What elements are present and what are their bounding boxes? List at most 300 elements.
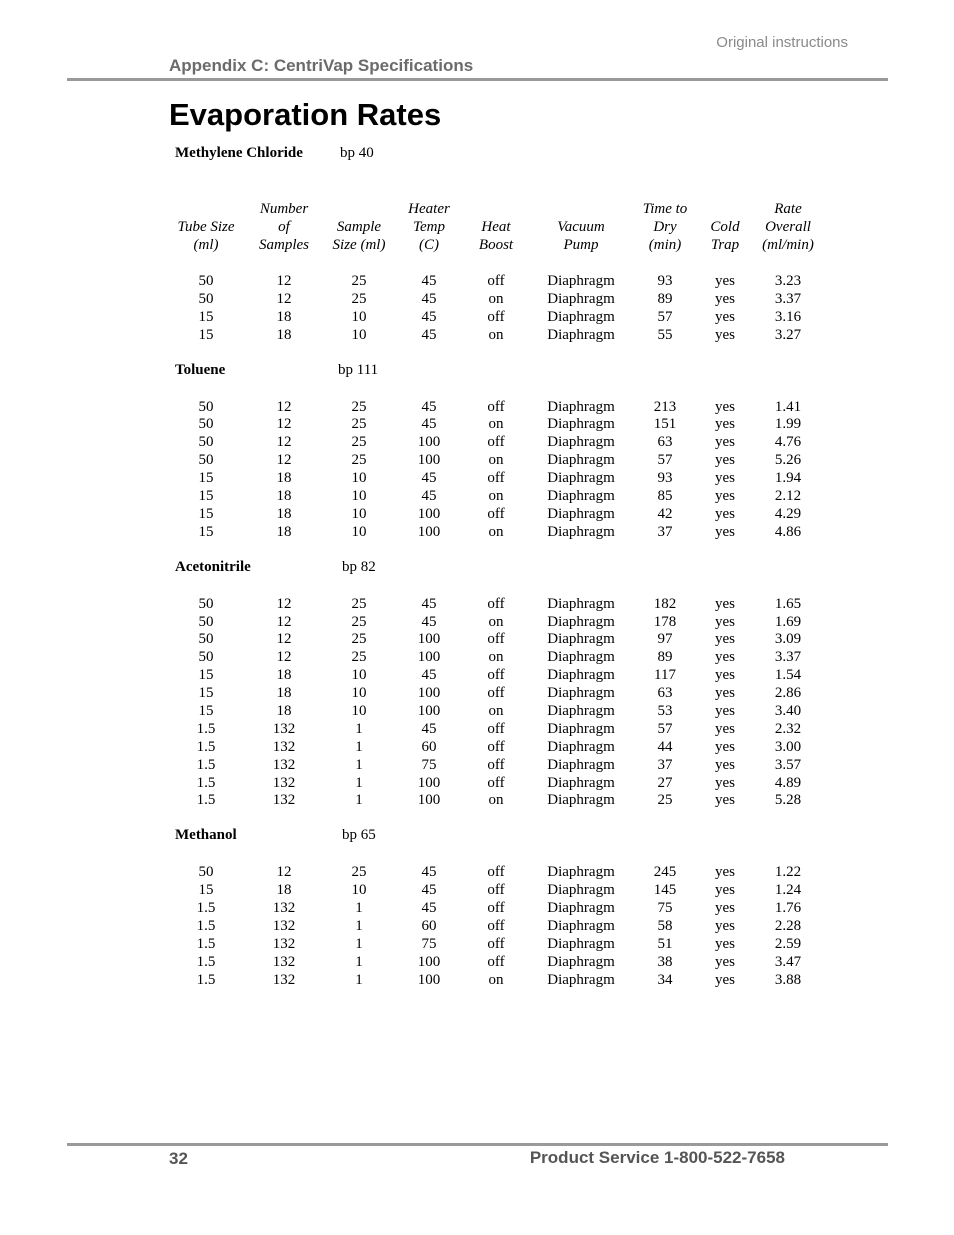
table-cell: 18 bbox=[276, 667, 292, 684]
table-cell: 12 bbox=[276, 290, 292, 307]
table-row bbox=[0, 415, 954, 433]
table-cell: 45 bbox=[421, 882, 437, 899]
column-header bbox=[333, 218, 386, 254]
table-cell: 213 bbox=[653, 398, 677, 415]
table-cell: yes bbox=[715, 595, 735, 612]
table-cell: 3.47 bbox=[774, 953, 802, 970]
table-cell: 1.24 bbox=[774, 882, 802, 899]
table-cell: 151 bbox=[653, 416, 677, 433]
table-cell: yes bbox=[715, 882, 735, 899]
column-header bbox=[177, 218, 234, 254]
table-cell: on bbox=[488, 703, 504, 720]
column-header-line: Temp bbox=[413, 219, 445, 235]
table-cell: 10 bbox=[351, 488, 367, 505]
table-cell: yes bbox=[715, 631, 735, 648]
table-cell: 57 bbox=[657, 308, 673, 325]
table-cell: 12 bbox=[276, 273, 292, 289]
table-cell: 15 bbox=[198, 882, 214, 899]
column-header bbox=[259, 200, 309, 254]
table-cell: 45 bbox=[421, 667, 437, 684]
table-cell: yes bbox=[715, 416, 735, 433]
table-cell: 100 bbox=[417, 685, 441, 702]
table-cell: off bbox=[487, 738, 505, 755]
header-rule bbox=[67, 78, 888, 81]
solvent-name: Methanol bbox=[175, 827, 237, 844]
table-row bbox=[0, 630, 954, 648]
table-cell: 18 bbox=[276, 882, 292, 899]
column-header-line: of bbox=[278, 219, 290, 235]
table-cell: 45 bbox=[421, 900, 437, 917]
table-cell: yes bbox=[715, 452, 735, 469]
table-cell: 12 bbox=[276, 649, 292, 666]
table-cell: 10 bbox=[351, 685, 367, 702]
table-cell: Diaphragm bbox=[547, 918, 615, 935]
table-cell: Diaphragm bbox=[547, 953, 615, 970]
table-cell: 132 bbox=[272, 792, 296, 809]
table-cell: 100 bbox=[417, 774, 441, 791]
table-cell: yes bbox=[715, 505, 735, 522]
column-header-line: Heater bbox=[408, 201, 450, 217]
table-cell: 3.27 bbox=[774, 326, 802, 343]
table-row bbox=[0, 684, 954, 702]
table-cell: 4.29 bbox=[774, 505, 802, 522]
table-row bbox=[0, 469, 954, 487]
table-cell: 89 bbox=[657, 290, 673, 307]
original-instructions-note: Original instructions bbox=[716, 34, 848, 51]
table-cell: 3.57 bbox=[774, 756, 802, 773]
product-service-line: Product Service 1-800-522-7658 bbox=[529, 1148, 785, 1167]
table-cell: yes bbox=[715, 613, 735, 630]
table-cell: Diaphragm bbox=[547, 434, 615, 451]
table-cell: Diaphragm bbox=[547, 452, 615, 469]
table-cell: yes bbox=[715, 434, 735, 451]
table-cell: 55 bbox=[657, 326, 673, 343]
table-row bbox=[0, 899, 954, 917]
table-cell: 100 bbox=[417, 953, 441, 970]
column-header-line: Rate bbox=[774, 201, 802, 217]
table-row bbox=[0, 595, 954, 613]
page-title: Evaporation Rates bbox=[169, 97, 442, 132]
table-cell: 45 bbox=[421, 613, 437, 630]
table-row bbox=[0, 290, 954, 308]
column-header-line: Trap bbox=[710, 237, 740, 253]
table-cell: 50 bbox=[198, 631, 214, 648]
table-cell: 50 bbox=[198, 864, 214, 881]
table-cell: 15 bbox=[198, 703, 214, 720]
table-row bbox=[0, 720, 954, 738]
column-header-line: Samples bbox=[259, 237, 309, 253]
table-cell: 93 bbox=[657, 273, 673, 289]
table-cell: 2.28 bbox=[774, 918, 802, 935]
table-cell: yes bbox=[715, 290, 735, 307]
table-cell: 45 bbox=[421, 290, 437, 307]
table-cell: 1.5 bbox=[196, 756, 216, 773]
table-cell: 75 bbox=[657, 900, 673, 917]
table-cell: 50 bbox=[198, 649, 214, 666]
table-cell: 15 bbox=[198, 470, 214, 487]
table-row bbox=[0, 433, 954, 451]
table-cell: 15 bbox=[198, 308, 214, 325]
table-cell: 1.99 bbox=[774, 416, 802, 433]
table-cell: 12 bbox=[276, 613, 292, 630]
table-cell: off bbox=[487, 774, 505, 791]
table-cell: Diaphragm bbox=[547, 290, 615, 307]
table-cell: Diaphragm bbox=[547, 398, 615, 415]
table-cell: off bbox=[487, 434, 505, 451]
table-cell: 15 bbox=[198, 326, 214, 343]
table-cell: 45 bbox=[421, 595, 437, 612]
table-cell: 18 bbox=[276, 523, 292, 540]
column-header-line: (ml) bbox=[193, 237, 219, 253]
table-cell: 45 bbox=[421, 416, 437, 433]
table-cell: 44 bbox=[657, 738, 673, 755]
table-cell: 10 bbox=[351, 667, 367, 684]
table-cell: 45 bbox=[421, 398, 437, 415]
table-cell: off bbox=[487, 918, 505, 935]
table-cell: 1.5 bbox=[196, 774, 216, 791]
table-cell: 45 bbox=[421, 273, 437, 289]
table-row bbox=[0, 881, 954, 899]
table-cell: off bbox=[487, 685, 505, 702]
table-cell: 1 bbox=[355, 774, 363, 791]
table-cell: 18 bbox=[276, 505, 292, 522]
table-cell: 3.37 bbox=[774, 649, 802, 666]
table-cell: 25 bbox=[351, 452, 367, 469]
table-cell: off bbox=[487, 935, 505, 952]
table-cell: 1.5 bbox=[196, 971, 216, 988]
table-cell: Diaphragm bbox=[547, 523, 615, 540]
table-cell: 42 bbox=[657, 505, 673, 522]
table-cell: 45 bbox=[421, 308, 437, 325]
table-cell: 60 bbox=[421, 918, 437, 935]
table-row bbox=[0, 791, 954, 809]
table-cell: yes bbox=[715, 756, 735, 773]
table-cell: Diaphragm bbox=[547, 882, 615, 899]
table-cell: Diaphragm bbox=[547, 613, 615, 630]
table-cell: 63 bbox=[657, 685, 673, 702]
table-cell: on bbox=[488, 792, 504, 809]
table-cell: 3.00 bbox=[774, 738, 802, 755]
table-cell: off bbox=[487, 667, 505, 684]
column-header-line: Size (ml) bbox=[332, 237, 386, 253]
table-cell: 182 bbox=[653, 595, 677, 612]
table-cell: 18 bbox=[276, 326, 292, 343]
table-cell: 100 bbox=[417, 649, 441, 666]
table-cell: 10 bbox=[351, 470, 367, 487]
table-row bbox=[0, 505, 954, 523]
table-cell: Diaphragm bbox=[547, 416, 615, 433]
footer-rule bbox=[67, 1143, 888, 1146]
table-cell: 5.26 bbox=[774, 452, 802, 469]
table-cell: 18 bbox=[276, 685, 292, 702]
column-header-line: Vacuum bbox=[557, 219, 605, 235]
table-cell: 18 bbox=[276, 488, 292, 505]
table-cell: Diaphragm bbox=[547, 738, 615, 755]
table-cell: 58 bbox=[657, 918, 673, 935]
table-cell: 12 bbox=[276, 631, 292, 648]
boiling-point: bp 40 bbox=[340, 145, 374, 161]
table-cell: 10 bbox=[351, 882, 367, 899]
table-cell: 89 bbox=[657, 649, 673, 666]
column-header-line: Sample bbox=[336, 219, 382, 235]
column-header bbox=[408, 200, 450, 254]
table-cell: Diaphragm bbox=[547, 864, 615, 881]
table-cell: Diaphragm bbox=[547, 774, 615, 791]
table-cell: 45 bbox=[421, 488, 437, 505]
section-heading bbox=[0, 559, 954, 577]
table-cell: 117 bbox=[654, 667, 676, 684]
table-cell: yes bbox=[715, 792, 735, 809]
table-cell: 45 bbox=[421, 470, 437, 487]
table-cell: 18 bbox=[276, 470, 292, 487]
table-cell: 1.5 bbox=[196, 738, 216, 755]
column-header-row bbox=[0, 200, 954, 254]
column-header-line: Number bbox=[259, 201, 309, 217]
table-cell: Diaphragm bbox=[547, 792, 615, 809]
table-cell: Diaphragm bbox=[547, 273, 615, 289]
table-cell: off bbox=[487, 756, 505, 773]
table-cell: 50 bbox=[198, 613, 214, 630]
appendix-heading: Appendix C: CentriVap Specifications bbox=[169, 56, 474, 75]
table-cell: off bbox=[487, 398, 505, 415]
table-cell: 25 bbox=[351, 864, 367, 881]
table-row bbox=[0, 971, 954, 989]
table-cell: yes bbox=[715, 864, 735, 881]
table-cell: 145 bbox=[653, 882, 677, 899]
boiling-point: bp 65 bbox=[342, 827, 376, 844]
table-cell: 3.88 bbox=[774, 971, 802, 988]
table-cell: 1.5 bbox=[196, 918, 216, 935]
table-cell: off bbox=[487, 505, 505, 522]
table-cell: 97 bbox=[657, 631, 673, 648]
table-cell: 75 bbox=[421, 935, 437, 952]
table-cell: 1 bbox=[355, 953, 363, 970]
column-header-line: (C) bbox=[419, 237, 439, 253]
table-cell: 10 bbox=[351, 326, 367, 343]
table-cell: off bbox=[487, 273, 505, 289]
table-cell: 50 bbox=[198, 398, 214, 415]
table-cell: 10 bbox=[351, 505, 367, 522]
table-cell: 132 bbox=[272, 935, 296, 952]
column-header-line: Tube Size bbox=[177, 219, 235, 235]
solvent-name: Toluene bbox=[175, 361, 226, 378]
table-cell: on bbox=[488, 416, 504, 433]
table-cell: Diaphragm bbox=[547, 685, 615, 702]
column-header-line: Heat bbox=[481, 219, 511, 235]
table-cell: off bbox=[487, 882, 505, 899]
table-row bbox=[0, 756, 954, 774]
table-cell: 132 bbox=[272, 720, 296, 737]
table-row bbox=[0, 702, 954, 720]
table-cell: Diaphragm bbox=[547, 649, 615, 666]
table-cell: 1.5 bbox=[196, 953, 216, 970]
column-header-line: Cold bbox=[710, 219, 740, 235]
table-cell: 50 bbox=[198, 416, 214, 433]
table-cell: Diaphragm bbox=[547, 935, 615, 952]
table-cell: Diaphragm bbox=[547, 756, 615, 773]
table-cell: 2.12 bbox=[774, 488, 802, 505]
table-cell: 2.59 bbox=[774, 935, 802, 952]
column-header-line: Boost bbox=[478, 237, 514, 253]
table-row bbox=[0, 523, 954, 541]
column-header-line: Time to bbox=[642, 201, 688, 217]
table-cell: yes bbox=[715, 398, 735, 415]
table-cell: 100 bbox=[417, 523, 441, 540]
table-cell: 4.89 bbox=[774, 774, 802, 791]
table-cell: Diaphragm bbox=[547, 703, 615, 720]
table-cell: 2.32 bbox=[774, 720, 802, 737]
table-cell: 1 bbox=[355, 918, 363, 935]
table-row bbox=[0, 272, 954, 290]
table-cell: 37 bbox=[657, 523, 673, 540]
table-cell: Diaphragm bbox=[547, 470, 615, 487]
table-cell: 10 bbox=[351, 523, 367, 540]
table-cell: 3.40 bbox=[774, 703, 802, 720]
table-cell: 12 bbox=[276, 398, 292, 415]
table-cell: on bbox=[488, 649, 504, 666]
table-cell: on bbox=[488, 971, 504, 988]
table-row bbox=[0, 613, 954, 631]
table-cell: yes bbox=[715, 971, 735, 988]
table-cell: 12 bbox=[276, 416, 292, 433]
table-cell: 12 bbox=[276, 595, 292, 612]
table-cell: 53 bbox=[657, 703, 673, 720]
table-cell: on bbox=[488, 290, 504, 307]
table-row bbox=[0, 648, 954, 666]
table-cell: yes bbox=[715, 667, 735, 684]
section-heading bbox=[0, 827, 954, 845]
column-header-line: Pump bbox=[563, 237, 599, 253]
table-cell: 18 bbox=[276, 703, 292, 720]
table-row bbox=[0, 398, 954, 416]
table-cell: 75 bbox=[421, 756, 437, 773]
table-cell: yes bbox=[715, 935, 735, 952]
column-header bbox=[710, 218, 739, 254]
table-cell: 132 bbox=[272, 971, 296, 988]
table-cell: Diaphragm bbox=[547, 900, 615, 917]
table-cell: 4.86 bbox=[774, 523, 802, 540]
table-cell: 25 bbox=[351, 398, 367, 415]
table-cell: Diaphragm bbox=[547, 488, 615, 505]
table-cell: 15 bbox=[198, 523, 214, 540]
table-cell: 132 bbox=[272, 918, 296, 935]
table-cell: yes bbox=[715, 685, 735, 702]
table-cell: yes bbox=[715, 308, 735, 325]
table-cell: 50 bbox=[198, 273, 214, 289]
table-cell: 85 bbox=[657, 488, 673, 505]
table-cell: 63 bbox=[657, 434, 673, 451]
table-cell: 3.16 bbox=[774, 308, 802, 325]
table-cell: off bbox=[487, 900, 505, 917]
table-row bbox=[0, 863, 954, 881]
table-cell: 25 bbox=[351, 290, 367, 307]
section-heading bbox=[0, 145, 954, 163]
table-cell: off bbox=[487, 595, 505, 612]
table-cell: 1.69 bbox=[774, 613, 802, 630]
table-cell: Diaphragm bbox=[547, 667, 615, 684]
table-cell: on bbox=[488, 452, 504, 469]
table-cell: 15 bbox=[198, 505, 214, 522]
table-cell: 1.54 bbox=[774, 667, 802, 684]
table-cell: 27 bbox=[657, 774, 673, 791]
table-cell: 1.5 bbox=[196, 792, 216, 809]
table-cell: 100 bbox=[417, 452, 441, 469]
table-cell: off bbox=[487, 470, 505, 487]
table-row bbox=[0, 935, 954, 953]
table-cell: 38 bbox=[657, 953, 673, 970]
table-row bbox=[0, 451, 954, 469]
table-cell: 25 bbox=[351, 273, 367, 289]
table-cell: 45 bbox=[421, 326, 437, 343]
table-cell: 10 bbox=[351, 703, 367, 720]
table-cell: Diaphragm bbox=[547, 595, 615, 612]
table-cell: 15 bbox=[198, 685, 214, 702]
table-row bbox=[0, 666, 954, 684]
table-row bbox=[0, 774, 954, 792]
table-cell: 50 bbox=[198, 595, 214, 612]
table-cell: 25 bbox=[351, 595, 367, 612]
table-cell: 1 bbox=[355, 935, 363, 952]
table-cell: Diaphragm bbox=[547, 971, 615, 988]
table-cell: 2.86 bbox=[774, 685, 802, 702]
table-cell: on bbox=[488, 613, 504, 630]
table-cell: yes bbox=[715, 523, 735, 540]
table-cell: 245 bbox=[653, 864, 677, 881]
table-cell: 25 bbox=[351, 434, 367, 451]
table-cell: off bbox=[487, 631, 505, 648]
table-cell: 57 bbox=[657, 452, 673, 469]
table-cell: 15 bbox=[198, 667, 214, 684]
table-cell: off bbox=[487, 864, 505, 881]
table-row bbox=[0, 738, 954, 756]
table-cell: 93 bbox=[657, 470, 673, 487]
table-cell: 1 bbox=[355, 900, 363, 917]
table-cell: 12 bbox=[276, 452, 292, 469]
table-cell: 100 bbox=[417, 971, 441, 988]
boiling-point: bp 111 bbox=[338, 361, 379, 378]
table-cell: 50 bbox=[198, 434, 214, 451]
column-header-line: (ml/min) bbox=[762, 237, 814, 253]
table-cell: 1.5 bbox=[196, 720, 216, 737]
column-header bbox=[643, 200, 688, 254]
page-number: 32 bbox=[169, 1149, 188, 1168]
column-header bbox=[479, 218, 513, 254]
table-cell: 25 bbox=[351, 649, 367, 666]
table-cell: 132 bbox=[272, 953, 296, 970]
table-cell: yes bbox=[715, 488, 735, 505]
table-cell: yes bbox=[715, 326, 735, 343]
table-cell: 1 bbox=[355, 792, 363, 809]
boiling-point: bp 82 bbox=[342, 558, 376, 575]
table-cell: yes bbox=[715, 953, 735, 970]
table-row bbox=[0, 308, 954, 326]
table-cell: 3.37 bbox=[774, 290, 802, 307]
table-cell: 3.09 bbox=[774, 631, 802, 648]
table-cell: 50 bbox=[198, 452, 214, 469]
table-cell: 1 bbox=[355, 738, 363, 755]
table-cell: 18 bbox=[276, 308, 292, 325]
table-cell: Diaphragm bbox=[547, 326, 615, 343]
table-cell: 12 bbox=[276, 434, 292, 451]
table-cell: 45 bbox=[421, 864, 437, 881]
table-cell: 60 bbox=[421, 738, 437, 755]
table-cell: on bbox=[488, 326, 504, 343]
table-cell: 57 bbox=[657, 720, 673, 737]
table-row bbox=[0, 953, 954, 971]
table-cell: yes bbox=[715, 774, 735, 791]
table-cell: yes bbox=[715, 649, 735, 666]
table-cell: 15 bbox=[198, 488, 214, 505]
